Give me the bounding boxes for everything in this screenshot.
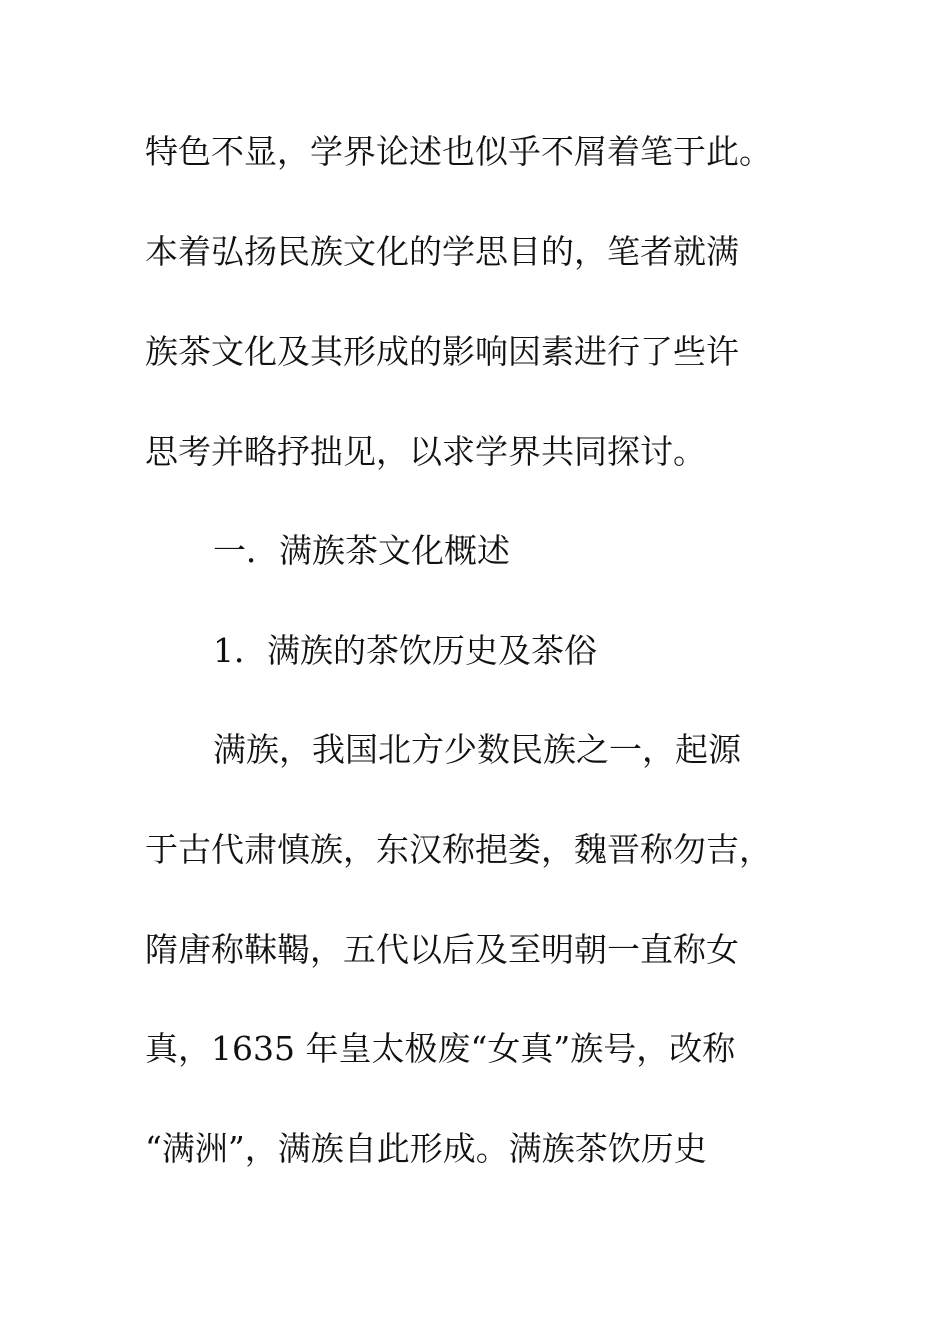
subsection-heading: 1．满族的茶饮历史及茶俗 bbox=[213, 631, 597, 670]
text-line: 本着弘扬民族文化的学思目的，笔者就满 bbox=[145, 232, 739, 271]
text-line: 思考并略抒拙见，以求学界共同探讨。 bbox=[145, 432, 706, 471]
text-line: 满族，我国北方少数民族之一，起源 bbox=[213, 730, 741, 769]
text-line: 族茶文化及其形成的影响因素进行了些许 bbox=[145, 332, 739, 371]
section-heading: 一．满族茶文化概述 bbox=[213, 531, 510, 570]
text-line: 于古代肃慎族，东汉称挹娄，魏晋称勿吉， bbox=[145, 830, 772, 869]
text-line: 真，1635 年皇太极废“女真”族号，改称 bbox=[145, 1029, 736, 1068]
text-line: 特色不显，学界论述也似乎不屑着笔于此。 bbox=[145, 132, 772, 171]
text-line: 隋唐称靺鞨，五代以后及至明朝一直称女 bbox=[145, 930, 739, 969]
text-line: “满洲”，满族自此形成。满族茶饮历史 bbox=[145, 1129, 707, 1168]
